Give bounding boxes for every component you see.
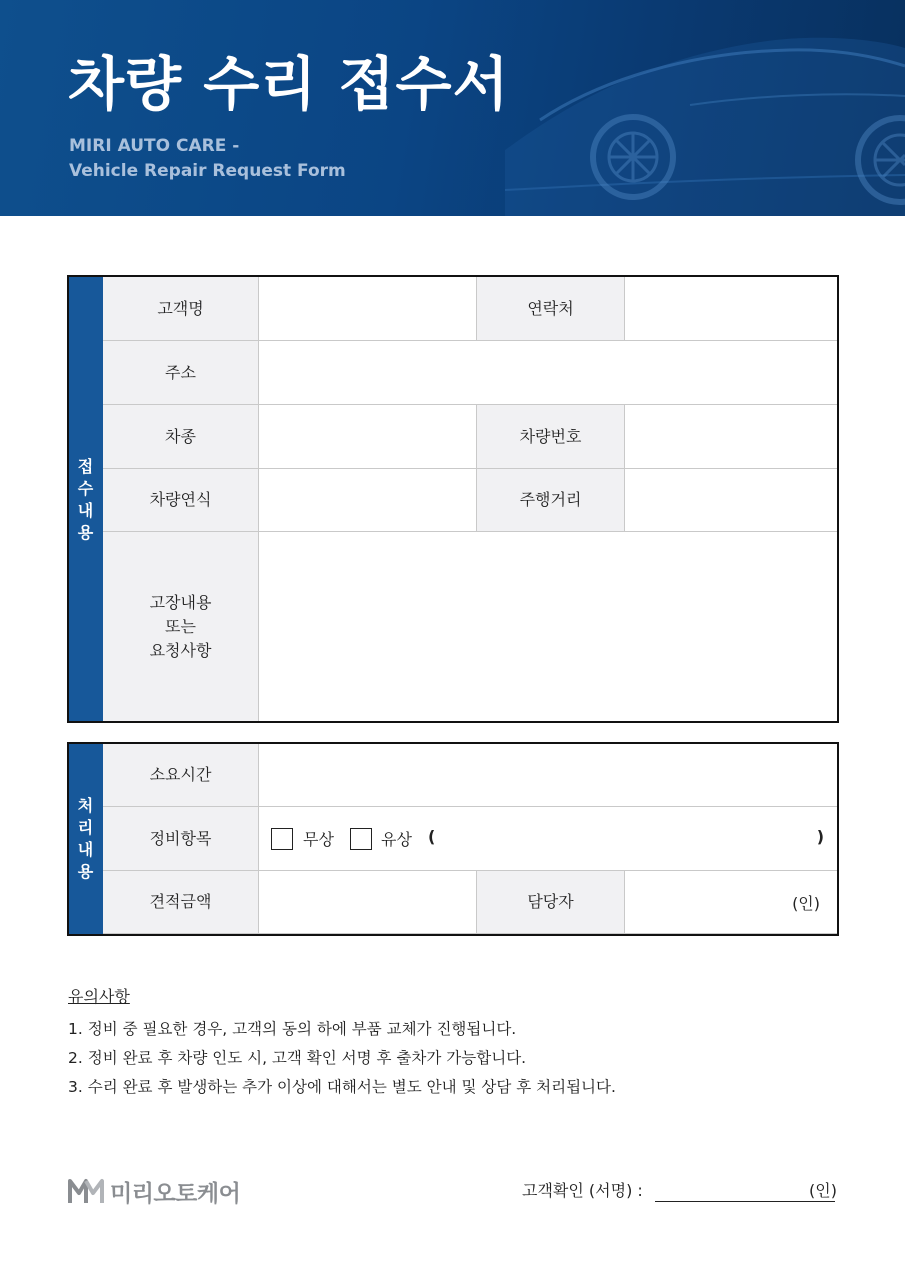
page-title: 차량 수리 접수서 xyxy=(68,50,510,118)
side-char: 용 xyxy=(77,522,94,542)
estimate-field[interactable] xyxy=(259,871,477,934)
side-char: 리 xyxy=(77,817,94,837)
plate-number-field[interactable] xyxy=(625,405,839,469)
contact-field[interactable] xyxy=(625,277,839,341)
time-required-field[interactable] xyxy=(259,744,839,807)
note-item: 1. 정비 중 필요한 경우, 고객의 동의 하에 부품 교체가 진행됩니다. xyxy=(68,1020,517,1038)
issue-label-line: 고장내용 xyxy=(149,593,212,612)
estimate-label: 견적금액 xyxy=(103,871,259,934)
car-model-label: 차종 xyxy=(103,405,259,469)
free-label: 무상 xyxy=(303,830,334,849)
plate-number-label: 차량번호 xyxy=(477,405,625,469)
processing-section-label xyxy=(69,744,103,934)
notes-title: 유의사항 xyxy=(68,987,130,1006)
issue-label xyxy=(103,532,259,723)
signature-line[interactable] xyxy=(655,1201,835,1202)
paren-close: ) xyxy=(816,827,825,846)
manager-seal: (인) xyxy=(792,894,821,913)
issue-label-line: 요청사항 xyxy=(149,641,212,660)
subtitle-line-2: Vehicle Repair Request Form xyxy=(69,161,346,181)
customer-name-label: 고객명 xyxy=(103,277,259,341)
note-item: 2. 정비 완료 후 차량 인도 시, 고객 확인 서명 후 출차가 가능합니다. xyxy=(68,1049,527,1067)
side-char: 처 xyxy=(77,795,94,815)
side-char: 내 xyxy=(77,839,94,859)
car-model-field[interactable] xyxy=(259,405,477,469)
manager-label: 담당자 xyxy=(477,871,625,934)
logo-mark-icon xyxy=(68,1177,104,1205)
note-item: 3. 수리 완료 후 발생하는 추가 이상에 대해서는 별도 안내 및 상담 후 처리됩니다. xyxy=(68,1078,616,1096)
side-char: 접 xyxy=(77,456,94,476)
model-year-field[interactable] xyxy=(259,469,477,532)
mileage-field[interactable] xyxy=(625,469,839,532)
intake-table xyxy=(68,276,839,723)
company-logo xyxy=(68,1175,240,1207)
free-checkbox[interactable] xyxy=(271,828,293,850)
logo-text: 미리오토케어 xyxy=(110,1180,241,1207)
service-items-field xyxy=(259,807,839,871)
processing-table xyxy=(68,743,839,934)
mileage-label: 주행거리 xyxy=(477,469,625,532)
model-year-label: 차량연식 xyxy=(103,469,259,532)
paid-label: 유상 xyxy=(381,830,412,849)
subtitle-line-1: MIRI AUTO CARE - xyxy=(69,136,240,156)
side-char: 용 xyxy=(77,861,94,881)
page-subtitle xyxy=(69,134,346,184)
issue-field[interactable] xyxy=(259,532,839,723)
issue-label-line: 또는 xyxy=(165,617,196,636)
customer-name-field[interactable] xyxy=(259,277,477,341)
contact-label: 연락처 xyxy=(477,277,625,341)
signature-seal: (인) xyxy=(809,1181,837,1200)
paren-open: ( xyxy=(428,827,436,846)
time-required-label: 소요시간 xyxy=(103,744,259,807)
paid-checkbox[interactable] xyxy=(350,828,372,850)
side-char: 내 xyxy=(77,500,94,520)
manager-field[interactable] xyxy=(625,871,839,934)
service-items-label: 정비항목 xyxy=(103,807,259,871)
intake-section-label xyxy=(69,277,103,723)
address-field[interactable] xyxy=(259,341,839,405)
address-label: 주소 xyxy=(103,341,259,405)
signature-label: 고객확인 (서명) : xyxy=(522,1181,643,1200)
header-banner xyxy=(0,0,905,216)
side-char: 수 xyxy=(77,478,94,498)
